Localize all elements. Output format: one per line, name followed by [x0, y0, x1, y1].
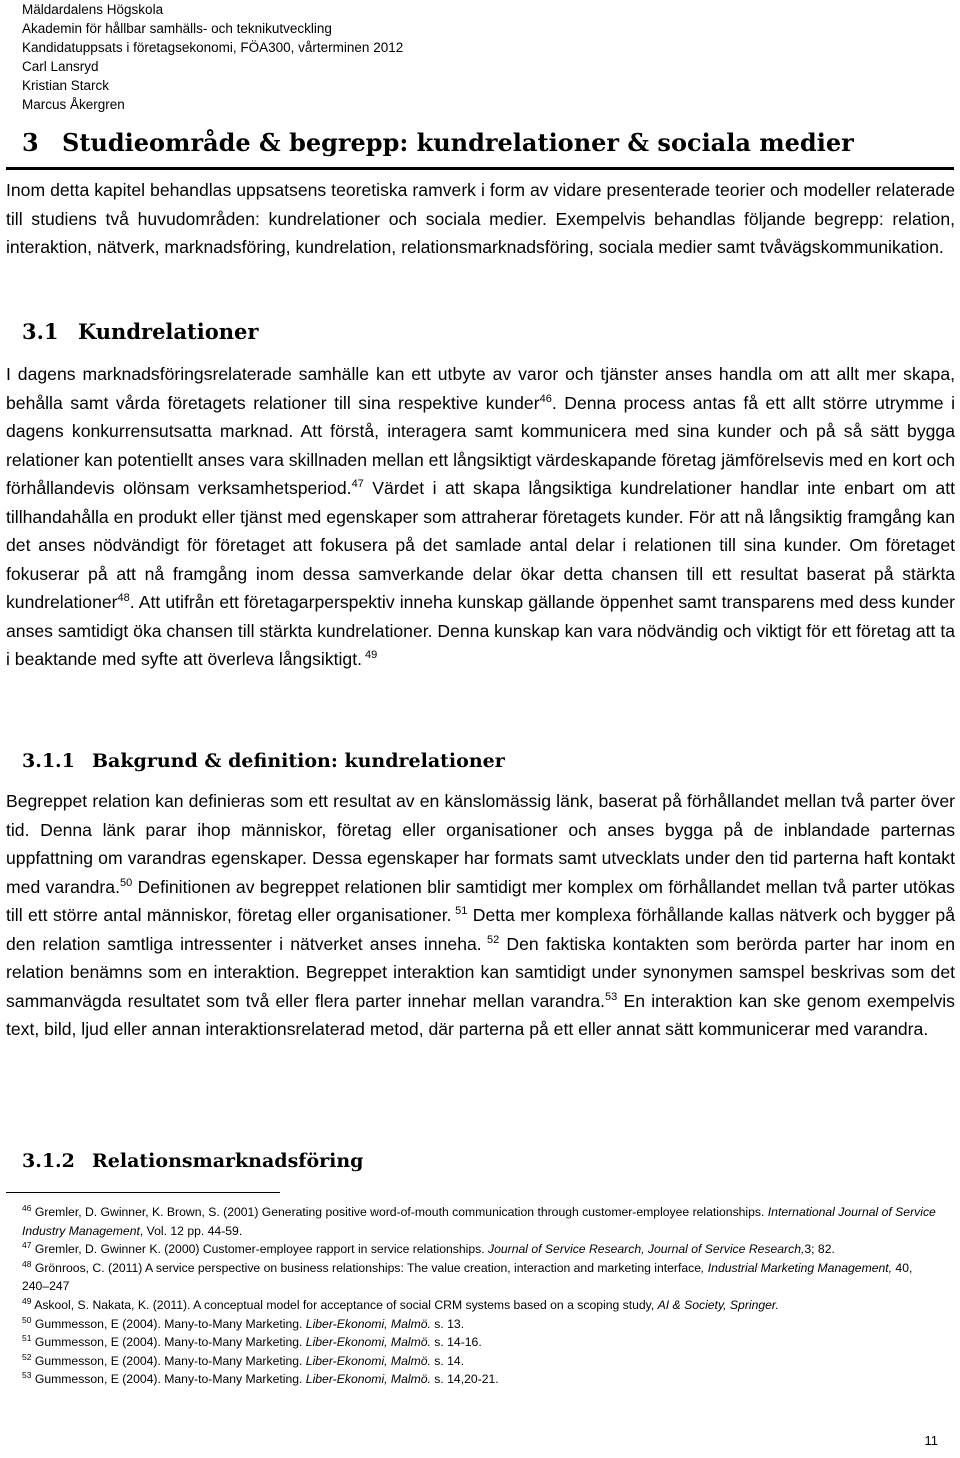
- header-line: Kristian Starck: [22, 78, 110, 93]
- footnote: [22, 1315, 942, 1334]
- text-run: . Att utifrån ett företagarperspektiv inneha kunskap gällande öppenhet samt transparens med dess kunder anses samtidigt öka chansen till stärkta kundrelationer. Denna kunskap kan vara nödvändig och viktigt för ett företag att ta i beaktande med syfte att överleva långsiktigt.: [6, 592, 955, 669]
- footnote-ref[interactable]: 47: [351, 478, 364, 490]
- chapter-rule: [6, 167, 954, 170]
- footnote-source: , Industrial Marketing Management,: [701, 1260, 893, 1275]
- header-line: Carl Lansryd: [22, 59, 99, 74]
- footnote-source: AI & Society, Springer.: [657, 1297, 779, 1312]
- section-title: Relationsmarknadsföring: [92, 1150, 364, 1172]
- paragraph-bakgrund: [6, 787, 955, 1044]
- footnote-source: Liber-Ekonomi, Malmö.: [305, 1316, 431, 1331]
- text-run: . Denna process antas få ett allt större utrymme i dagens konkurrensutsatta marknad. Att förstå, interagera samt kommunicera med sina kunder och på så sätt bygga relationer kan potentiellt anses vara skillnaden mellan ett långsiktigt värdeskapande företag jämförelsevis med en kort och förhållandevis olönsam verksamhetsperiod.: [6, 392, 955, 498]
- text-run: Värdet i att skapa långsiktiga kundrelationer handlar inte enbart om att tillhandahålla en produkt eller tjänst med egenskaper som attraherar företagets kunder. För att nå långsiktig framgång kan det anses nödvändigt för företaget att fokusera på det samlade antal delar i relationen till sina kunder. Om företaget fokuserar på att nå framgång inom dessa samverkande delar ökar detta chansen till ett resultat baserat på stärkta kundrelationer: [6, 478, 955, 612]
- header-line: Marcus Åkergren: [22, 97, 125, 112]
- footnote: [22, 1259, 942, 1296]
- footnote-number: 50: [22, 1314, 32, 1325]
- paragraph-kundrelationer: [6, 360, 955, 674]
- chapter-heading: [22, 127, 854, 159]
- footnote-number: 53: [22, 1370, 32, 1381]
- section-heading-3-1-2: [22, 1146, 363, 1176]
- page-number: 11: [924, 1433, 938, 1448]
- chapter-title: Studieområde & begrepp: kundrelationer & sociala medier: [62, 128, 854, 157]
- document-header: [22, 0, 403, 114]
- footnote-tail: s. 13.: [430, 1316, 465, 1331]
- section-title: Bakgrund & definition: kundrelationer: [92, 750, 505, 772]
- footnote: [22, 1203, 942, 1240]
- footnote-text: Grönroos, C. (2011) A service perspective on business relationships: The value creation, interaction and marketing interface: [34, 1260, 702, 1275]
- footnote-source: Liber-Ekonomi, Malmö.: [305, 1353, 431, 1368]
- section-number: 3.1.2: [22, 1150, 75, 1172]
- footnote-text: Gummesson, E (2004). Many-to-Many Marketing.: [34, 1316, 306, 1331]
- footnote-text: Gummesson, E (2004). Many-to-Many Marketing.: [34, 1353, 306, 1368]
- footnote-source: Journal of Service Research, Journal of Service Research,: [488, 1242, 805, 1257]
- text-run: En interaktion kan ske genom exempelvis text, bild, ljud eller annan interaktionsrelaterad metod, där parterna på ett eller annat sätt kommunicerar med varandra.: [6, 990, 955, 1039]
- footnote-ref[interactable]: 50: [119, 876, 133, 889]
- footnote-number: 49: [22, 1295, 32, 1306]
- footnote-number: 51: [22, 1333, 32, 1344]
- footnote-number: 46: [22, 1203, 32, 1213]
- text-run: Den faktiska kontakten som berörda parter har inom en relation benämns som en interaktion. Begreppet interaktion kan samtidigt under synonymen samspel beskrivas som det sammanvägda resultatet som två eller flera parter innehar mellan varandra.: [6, 933, 955, 1011]
- footnote-ref[interactable]: 46: [539, 392, 552, 405]
- footnotes: [22, 1203, 942, 1389]
- footnote: [22, 1333, 942, 1352]
- footnote-tail: s. 14-16.: [430, 1335, 482, 1350]
- footnote-ref[interactable]: 52: [481, 933, 500, 946]
- footnote: [22, 1296, 942, 1315]
- section-heading-3-1: [22, 317, 258, 347]
- footnote-text: Gremler, D. Gwinner K. (2000) Customer-employee rapport in service relationships.: [34, 1242, 489, 1257]
- footnote: [22, 1240, 942, 1259]
- footnote: [22, 1352, 942, 1371]
- header-line: Mäldardalens Högskola: [22, 2, 164, 17]
- footnote-source: Liber-Ekonomi, Malmö.: [305, 1372, 431, 1387]
- section-title: Kundrelationer: [78, 319, 259, 344]
- footnote-text: Gummesson, E (2004). Many-to-Many Marketing.: [34, 1372, 306, 1387]
- footnote-tail: 3; 82.: [804, 1242, 835, 1257]
- footnote-ref[interactable]: 49: [361, 649, 378, 661]
- section-number: 3.1: [22, 319, 59, 344]
- footnote-text: Gremler, D. Gwinner, K. Brown, S. (2001) Generating positive word-of-mouth communication through customer-employee relationships.: [34, 1205, 768, 1219]
- footnote-text: Gummesson, E (2004). Many-to-Many Marketing.: [34, 1335, 306, 1350]
- footnote-source: Liber-Ekonomi, Malmö.: [305, 1335, 431, 1350]
- footnote-number: 52: [22, 1351, 32, 1362]
- footnote-tail: s. 14.: [430, 1353, 465, 1368]
- footnote-ref[interactable]: 48: [117, 592, 130, 604]
- text-run: I dagens marknadsföringsrelaterade samhälle kan ett utbyte av varor och tjänster anses handla om att allt mer skapa, behålla samt vårda företagets relationer till sina respektive kunder: [6, 364, 955, 413]
- section-heading-3-1-1: [22, 746, 505, 776]
- footnote-text: Askool, S. Nakata, K. (2011). A conceptual model for acceptance of social CRM systems based on a scoping study,: [34, 1297, 658, 1312]
- footnote-tail: , Vol. 12 pp. 44-59.: [139, 1223, 243, 1238]
- footnote-tail: s. 14,20-21.: [430, 1372, 499, 1387]
- footnote-separator: [6, 1192, 280, 1193]
- footnote-number: 47: [22, 1240, 32, 1251]
- footnote-tail: 40, 240–247: [22, 1260, 913, 1294]
- footnote: [22, 1370, 942, 1389]
- footnote-ref[interactable]: 51: [451, 905, 468, 917]
- header-line: Kandidatuppsats i företagsekonomi, FÖA300, vårterminen 2012: [22, 40, 404, 55]
- text-run: Begreppet relation kan definieras som ett resultat av en känslomässig länk, baserat på förhållandet mellan två parter över tid. Denna länk parar ihop människor, företag eller organisationer och anses bygga på de inblandade parternas uppfattning om varandras egenskaper. Dessa egenskaper har formats samt utvecklats under den tid parterna haft kontakt med varandra.: [6, 791, 955, 897]
- section-number: 3.1.1: [22, 750, 75, 772]
- intro-paragraph: Inom detta kapitel behandlas uppsatsens teoretiska ramverk i form av vidare presenterade teorier och modeller relaterade till studiens två huvudområden: kundrelationer och sociala medier. Exempelvis behandlas följande begrepp: relation, interaktion, nätverk, marknadsföring, kundrelation, relationsmarknadsföring, sociala medier samt tvåvägskommunikation.: [6, 180, 955, 257]
- text-run: Detta mer komplexa förhållande kallas nätverk och bygger på den relation samtliga intressenter i nätverket anses inneha.: [6, 905, 955, 954]
- text-run: Definitionen av begreppet relationen blir samtidigt mer komplex om förhållandet mellan två parter utökas till ett större antal människor, företag eller organisationer.: [6, 876, 955, 925]
- footnote-ref[interactable]: 53: [605, 990, 618, 1003]
- header-line: Akademin för hållbar samhälls- och teknikutveckling: [22, 21, 332, 36]
- footnote-source: International Journal of Service Industry Management: [22, 1205, 936, 1238]
- chapter-number: 3: [22, 128, 39, 157]
- footnote-number: 48: [22, 1258, 32, 1269]
